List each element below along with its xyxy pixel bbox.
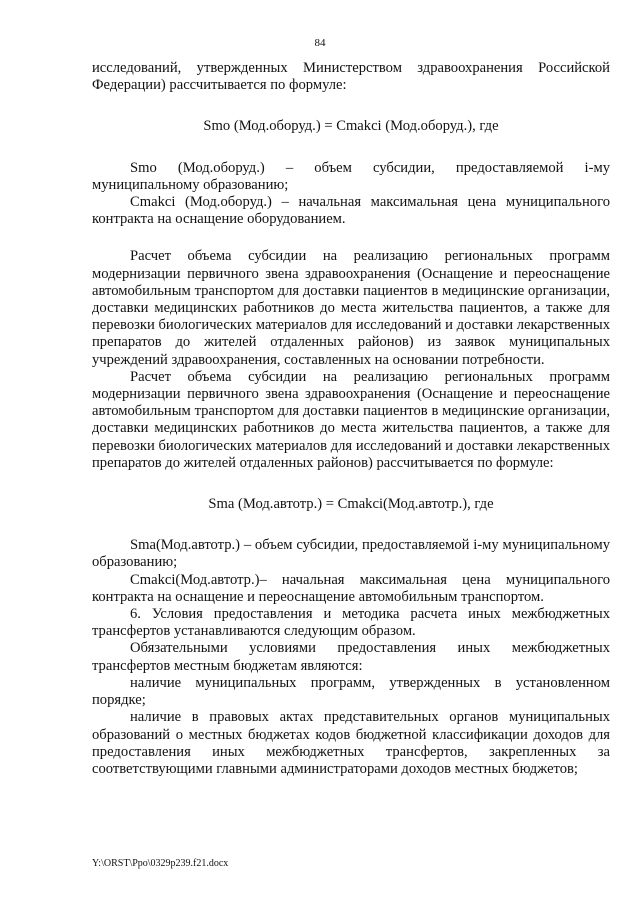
paragraph-vehicle-calc-formula: Расчет объема субсидии на реализацию региональных программ модернизации первичного звена здравоохранения (Оснащение и переоснащение автомобильным транспортом для доставки пациентов в медицинские организации, доставки медицинских работников до места жительства пациентов, а также для перевозки биологических материалов для исследований и доставки лекарственных препаратов до жителей отдаленных районов) рассчитывается по формуле: [92,368,610,471]
formula-vehicle: Sma (Мод.автотр.) = Cmakci(Мод.автотр.), где [208,496,494,513]
definition-cmakci-equipment: Cmakci (Мод.оборуд.) – начальная максимальная цена муниципального контракта на оснащение оборудованием. [92,194,610,228]
definition-cmakci-vehicle: Cmakci(Мод.автотр.)– начальная максимальная цена муниципального контракта на оснащение и переоснащение автомобильным транспортом. [92,571,610,605]
paragraph-conditions: Обязательными условиями предоставления иных межбюджетных трансфертов местным бюджетам являются: [92,640,610,674]
paragraph-intro: исследований, утвержденных Министерством здравоохранения Российской Федерации) рассчитывается по формуле: [92,60,610,94]
condition-budget-codes: наличие в правовых актах представительных органов муниципальных образований о местных бюджетах кодов бюджетной классификации доходов для предоставления иных межбюджетных трансфертов, закрепленных за соответствующими главными администраторами доходов местных бюджетов; [92,709,610,777]
page-number: 84 [314,37,326,49]
paragraph-vehicle-calc-requests: Расчет объема субсидии на реализацию региональных программ модернизации первичного звена здравоохранения (Оснащение и переоснащение автомобильным транспортом для доставки пациентов в медицинские организации, доставки медицинских работников до места жительства пациентов, а также для перевозки биологических материалов для исследований и доставки лекарственных препаратов до жителей отдаленных районов) из заявок муниципальных учреждений здравоохранения, составленных на основании потребности. [92,248,610,368]
condition-municipal-programs: наличие муниципальных программ, утвержденных в установленном порядке; [92,674,610,709]
document-body [92,60,610,778]
footer-file-path: Y:\ORST\Ppo\0329p239.f21.docx [92,858,229,869]
definition-smo: Smo (Мод.оборуд.) – объем субсидии, предоставляемой i-му муниципальному образованию; [92,159,610,193]
section-6-heading: 6. Условия предоставления и методика расчета иных межбюджетных трансфертов устанавливаются следующим образом. [92,606,610,640]
definition-sma: Sma(Мод.автотр.) – объем субсидии, предоставляемой i-му муниципальному образованию; [92,537,610,571]
formula-equipment: Smo (Мод.оборуд.) = Cmakci (Мод.оборуд.), где [203,118,499,135]
